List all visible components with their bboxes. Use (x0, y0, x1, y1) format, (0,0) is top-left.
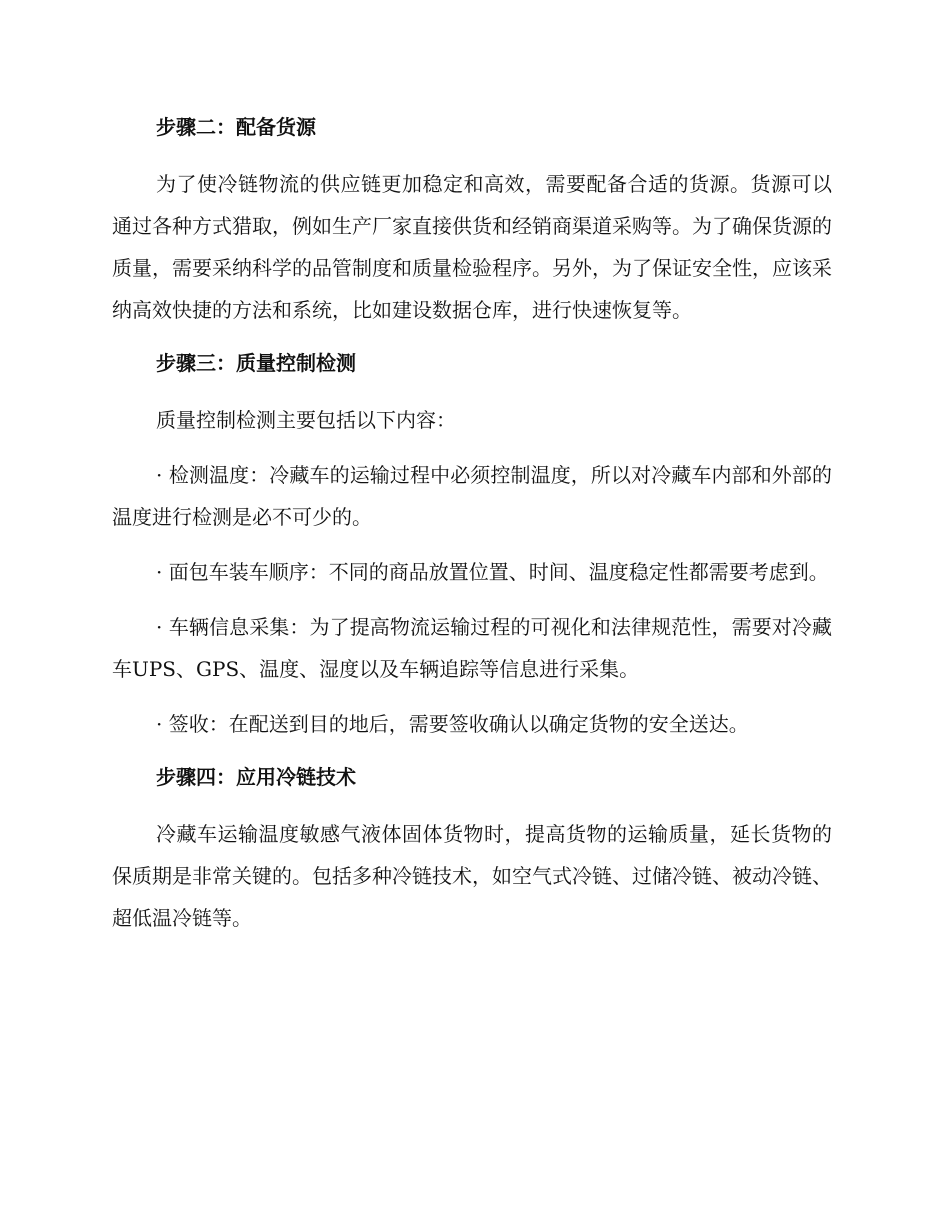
paragraph: 质量控制检测主要包括以下内容： (156, 408, 456, 432)
document-page (112, 108, 832, 952)
section-heading-step-2: 步骤二：配备货源 (156, 115, 316, 139)
paragraph: 冷藏车运输温度敏感气液体固体货物时，提高货物的运输质量，延长货物的保质期是非常关键的。包括多种冷链技术，如空气式冷链、过储冷链、被动冷链、超低温冷链等。 (112, 822, 832, 930)
bullet-item-vehicle-info: · 车辆信息采集：为了提高物流运输过程的可视化和法律规范性，需要对冷藏车UPS、GPS、温度、湿度以及车辆追踪等信息进行采集。 (112, 615, 832, 681)
section-heading-step-3: 步骤三：质量控制检测 (156, 351, 356, 375)
bullet-item-temperature: · 检测温度：冷藏车的运输过程中必须控制温度，所以对冷藏车内部和外部的温度进行检测是必不可少的。 (112, 463, 832, 529)
bullet-item-signoff: · 签收：在配送到目的地后，需要签收确认以确定货物的安全送达。 (156, 712, 749, 736)
section-heading-step-4: 步骤四：应用冷链技术 (156, 765, 356, 789)
bullet-item-loading-order: · 面包车装车顺序：不同的商品放置位置、时间、温度稳定性都需要考虑到。 (156, 560, 829, 584)
paragraph: 为了使冷链物流的供应链更加稳定和高效，需要配备合适的货源。货源可以通过各种方式猎取，例如生产厂家直接供货和经销商渠道采购等。为了确保货源的质量，需要采纳科学的品管制度和质量检验程序。另外，为了保证安全性，应该采纳高效快捷的方法和系统，比如建设数据仓库，进行快速恢复等。 (112, 172, 832, 322)
